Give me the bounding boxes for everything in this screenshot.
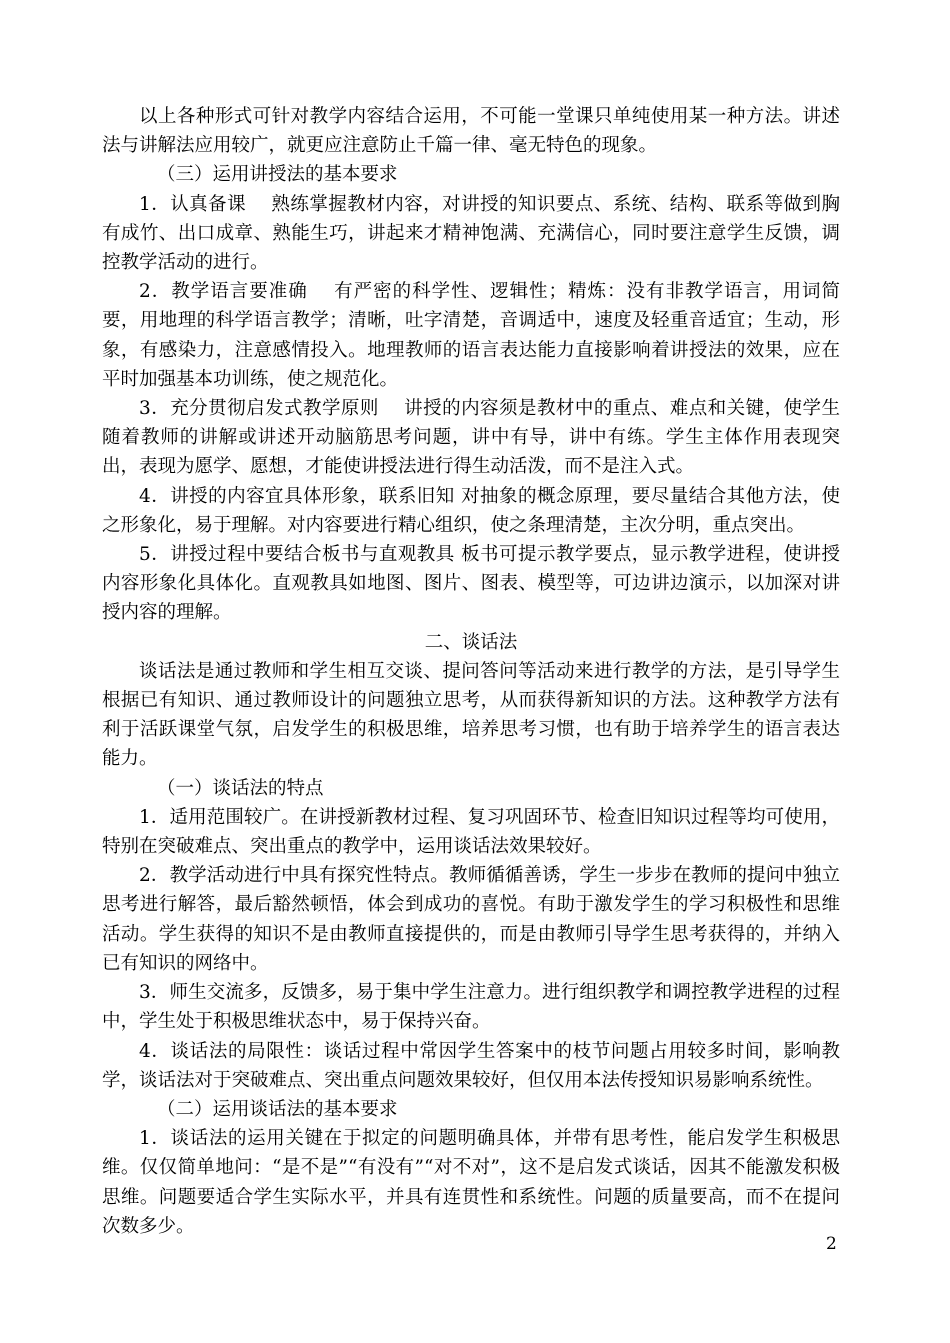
paragraph: 3．师生交流多，反馈多，易于集中学生注意力。进行组织教学和调控教学进程的过程中，学生处于积极思维状态中，易于保持兴奋。 (102, 982, 840, 1033)
paragraph: 2．教学活动进行中具有探究性特点。教师循循善诱，学生一步步在教师的提问中独立思考进行解答，最后豁然顿悟，体会到成功的喜悦。有助于激发学生的学习积极性和思维活动。学生获得的知识不是由教师直接提供的，而是由教师引导学生思考获得的，并纳入已有知识的网络中。 (102, 865, 840, 974)
section-subheading: （一）谈话法的特点 (157, 777, 324, 799)
paragraph: 1．认真备课 熟练掌握教材内容，对讲授的知识要点、系统、结构、联系等做到胸有成竹、出口成章、熟能生巧，讲起来才精神饱满、充满信心，同时要注意学生反馈，调控教学活动的进行。 (102, 193, 840, 274)
paragraph: 1．适用范围较广。在讲授新教材过程、复习巩固环节、检查旧知识过程等均可使用，特别在突破难点、突出重点的教学中，运用谈话法效果较好。 (102, 806, 840, 858)
section-subheading: （二）运用谈话法的基本要求 (157, 1098, 398, 1120)
paragraph: 谈话法是通过教师和学生相互交谈、提问答问等活动来进行教学的方法，是引导学生根据已有知识、通过教师设计的问题独立思考，从而获得新知识的方法。这种教学方法有利于活跃课堂气氛，启发学生的积极思维，培养思考习惯，也有助于培养学生的语言表达能力。 (102, 660, 840, 770)
section-heading: 二、谈话法 (424, 631, 518, 653)
paragraph: 5．讲授过程中要结合板书与直观教具 板书可提示教学要点，显示教学进程，使讲授内容形象化具体化。直观教具如地图、图片、图表、模型等，可边讲边演示，以加深对讲授内容的理解。 (102, 544, 840, 624)
paragraph: 1．谈话法的运用关键在于拟定的问题明确具体，并带有思考性，能启发学生积极思维。仅仅简单地问：“是不是”“有没有”“对不对”，这不是启发式谈话，因其不能激发积极思维。问题要适合学生实际水平，并具有连贯性和系统性。问题的质量要高，而不在提问次数多少。 (102, 1128, 840, 1237)
paragraph: 4．讲授的内容宜具体形象，联系旧知 对抽象的概念原理，要尽量结合其他方法，使之形象化，易于理解。对内容要进行精心组织，使之条理清楚，主次分明，重点突出。 (102, 485, 840, 536)
paragraph: 2．教学语言要准确 有严密的科学性、逻辑性；精炼：没有非教学语言，用词简要，用地理的科学语言教学；清晰，吐字清楚，音调适中，速度及轻重音适宜；生动，形象，有感染力，注意感情投入。地理教师的语言表达能力直接影响着讲授法的效果，应在平时加强基本功训练，使之规范化。 (102, 281, 840, 390)
page-body (102, 102, 840, 1241)
section-subheading: （三）运用讲授法的基本要求 (157, 164, 398, 186)
paragraph: 以上各种形式可针对教学内容结合运用，不可能一堂课只单纯使用某一种方法。讲述法与讲解法应用较广，就更应注意防止千篇一律、毫无特色的现象。 (102, 106, 840, 157)
paragraph: 3．充分贯彻启发式教学原则 讲授的内容须是教材中的重点、难点和关键，使学生随着教师的讲解或讲述开动脑筋思考问题，讲中有导，讲中有练。学生主体作用表现突出，表现为愿学、愿想，才能使讲授法进行得生动活泼，而不是注入式。 (102, 398, 840, 478)
paragraph: 4．谈话法的局限性：谈话过程中常因学生答案中的枝节问题占用较多时间，影响教学，谈话法对于突破难点、突出重点问题效果较好，但仅用本法传授知识易影响系统性。 (102, 1040, 840, 1091)
page-number: 2 (826, 1234, 837, 1254)
